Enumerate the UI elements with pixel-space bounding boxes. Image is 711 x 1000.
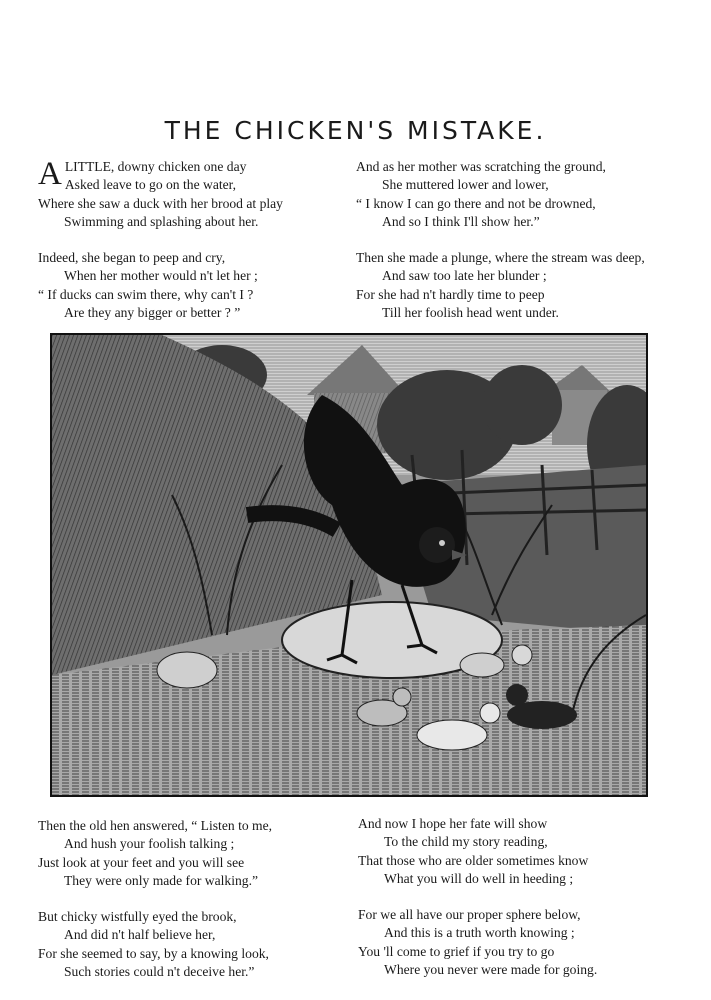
poem-line: Indeed, she began to peep and cry, [38, 250, 226, 266]
poem-line: For she had n't hardly time to peep [356, 286, 545, 302]
poem-line: Swimming and splashing about her. [64, 213, 259, 229]
poem-line: When her mother would n't let her ; [64, 268, 258, 284]
stanza [38, 249, 283, 322]
poem-line: But chicky wistfully eyed the brook, [38, 909, 237, 925]
poem-line: That those who are older sometimes know [358, 852, 589, 868]
poem-line: And saw too late her blunder ; [382, 268, 547, 284]
poem-line: And as her mother was scratching the ground, [356, 159, 606, 174]
poem-line: And did n't half believe her, [64, 927, 216, 943]
poem-line: Till her foolish head went under. [382, 305, 559, 321]
poem-line: “ If ducks can swim there, why can't I ? [38, 286, 254, 302]
poem-line: Asked leave to go on the water, [64, 177, 237, 193]
poem-line: She muttered lower and lower, [382, 177, 549, 193]
poem-line: Where she saw a duck with her brood at play [38, 195, 283, 211]
poem-line: For she seemed to say, by a knowing look, [38, 945, 269, 961]
stanza [356, 249, 645, 322]
poem-line: Just look at your feet and you will see [38, 854, 245, 870]
poem-line: And this is a truth worth knowing ; [384, 925, 575, 941]
poem-line: To the child my story reading, [384, 834, 548, 850]
stanza [38, 817, 272, 890]
poem-line-text: LITTLE, downy chicken one day [64, 159, 247, 174]
poem-line: Such stories could n't deceive her.” [64, 964, 255, 980]
poem-line: And hush your foolish talking ; [64, 836, 235, 852]
poem-title: THE CHICKEN'S MISTAKE. [164, 116, 547, 145]
poem-line: Where you never were made for going. [384, 962, 598, 978]
stanza [356, 158, 645, 231]
poem-column-bottom-right [358, 815, 597, 997]
stanza [358, 906, 597, 979]
engraving-illustration [50, 333, 648, 797]
poem-column-bottom-left [38, 817, 272, 999]
poem-column-top-left [38, 158, 283, 340]
poem-line: And now I hope her fate will show [358, 816, 548, 831]
poem-line: And so I think I'll show her.” [382, 213, 540, 229]
poem-column-top-right [356, 158, 645, 340]
poem-line: Then she made a plunge, where the stream was deep, [356, 250, 645, 266]
poem-line: What you will do well in heeding ; [384, 870, 574, 886]
stanza [38, 158, 283, 231]
poem-line: Are they any bigger or better ? ” [64, 305, 241, 321]
stanza [38, 908, 272, 981]
drop-cap: A [38, 156, 62, 192]
poem-line: They were only made for walking.” [64, 872, 259, 888]
poem-line: “ I know I can go there and not be drowned, [356, 195, 596, 211]
poem-line: Then the old hen answered, “ Listen to me, [38, 818, 273, 833]
stanza [358, 815, 597, 888]
poem-line: For we all have our proper sphere below, [358, 907, 581, 923]
poem-line: You 'll come to grief if you try to go [358, 943, 555, 959]
